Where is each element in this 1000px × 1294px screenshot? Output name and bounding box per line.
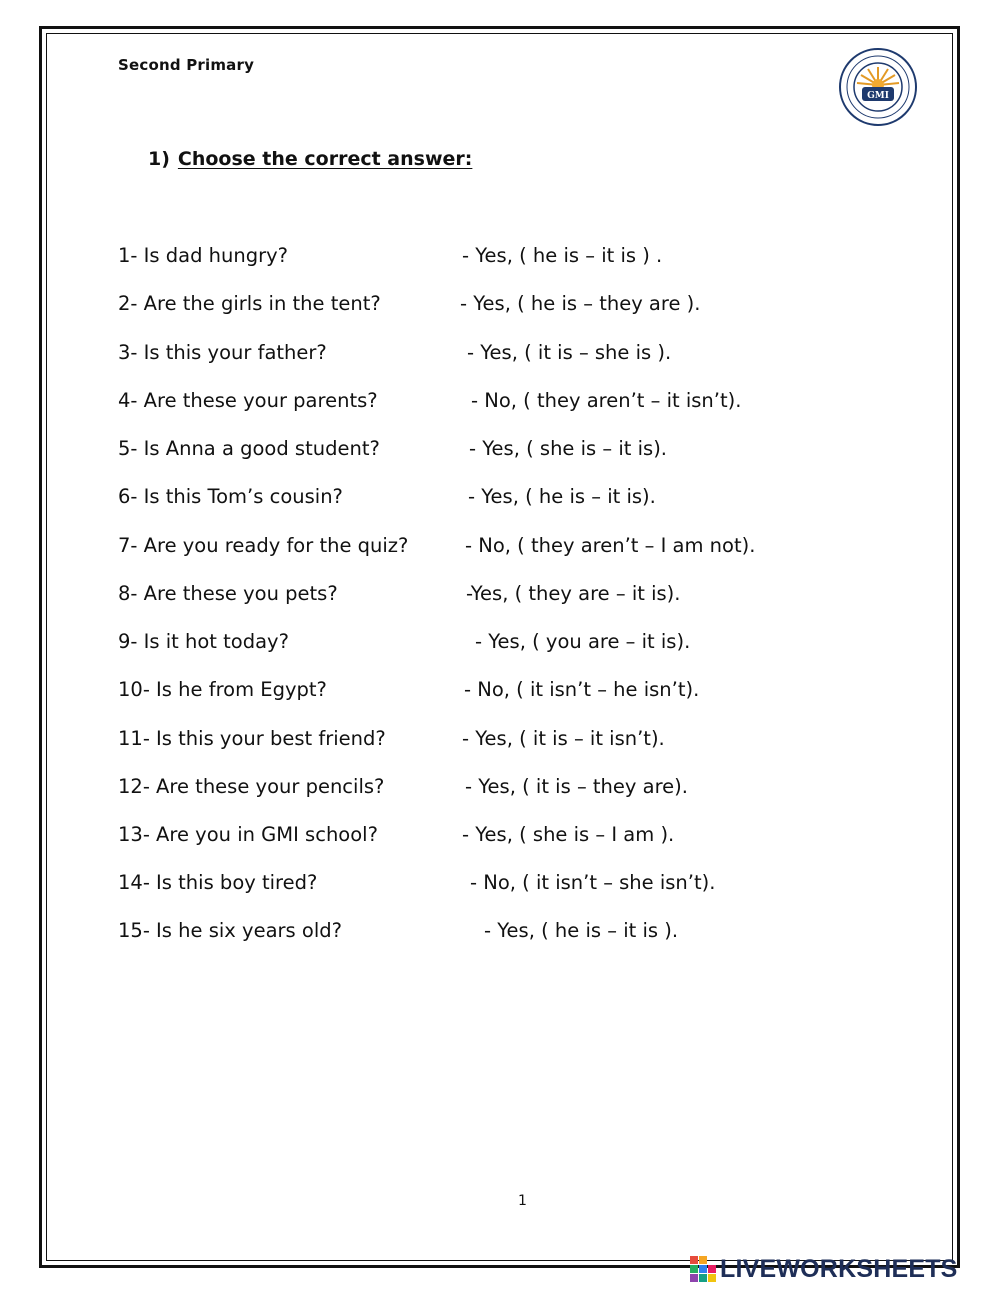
logo-text: GMI [867,91,889,101]
question-6: 6- Is this Tom’s cousin? [118,485,343,508]
answer-choices-9[interactable]: - Yes, ( you are – it is). [475,630,691,653]
question-4: 4- Are these your parents? [118,389,378,412]
school-logo [838,47,918,127]
answer-choices-5[interactable]: - Yes, ( she is – it is). [469,437,667,460]
question-3: 3- Is this your father? [118,341,327,364]
question-14: 14- Is this boy tired? [118,871,318,894]
liveworksheets-watermark [690,1254,990,1284]
answer-choices-4[interactable]: - No, ( they aren’t – it isn’t). [471,389,742,412]
answer-choices-11[interactable]: - Yes, ( it is – it isn’t). [462,727,665,750]
answer-choices-13[interactable]: - Yes, ( she is – I am ). [462,823,675,846]
section-number: 1) [148,148,170,170]
question-10: 10- Is he from Egypt? [118,678,327,701]
answer-choices-8[interactable]: -Yes, ( they are – it is). [466,582,681,605]
liveworksheets-text: LIVEWORKSHEETS [720,1255,958,1283]
question-11: 11- Is this your best friend? [118,727,386,750]
question-13: 13- Are you in GMI school? [118,823,378,846]
question-2: 2- Are the girls in the tent? [118,292,381,315]
question-1: 1- Is dad hungry? [118,244,289,267]
answer-choices-14[interactable]: - No, ( it isn’t – she isn’t). [470,871,716,894]
section-heading [148,148,472,170]
grade-label: Second Primary [118,56,255,74]
answer-choices-15[interactable]: - Yes, ( he is – it is ). [484,919,679,942]
answer-choices-2[interactable]: - Yes, ( he is – they are ). [460,292,701,315]
question-12: 12- Are these your pencils? [118,775,385,798]
answer-choices-3[interactable]: - Yes, ( it is – she is ). [467,341,672,364]
answer-choices-6[interactable]: - Yes, ( he is – it is). [468,485,656,508]
question-5: 5- Is Anna a good student? [118,437,380,460]
question-9: 9- Is it hot today? [118,630,289,653]
page-number: 1 [518,1193,527,1209]
liveworksheets-icon [690,1256,716,1282]
section-title: Choose the correct answer: [177,148,473,170]
question-7: 7- Are you ready for the quiz? [118,534,409,557]
answer-choices-7[interactable]: - No, ( they aren’t – I am not). [465,534,756,557]
answer-choices-1[interactable]: - Yes, ( he is – it is ) . [462,244,663,267]
question-15: 15- Is he six years old? [118,919,342,942]
question-8: 8- Are these you pets? [118,582,338,605]
answer-choices-10[interactable]: - No, ( it isn’t – he isn’t). [464,678,700,701]
answer-choices-12[interactable]: - Yes, ( it is – they are). [465,775,688,798]
